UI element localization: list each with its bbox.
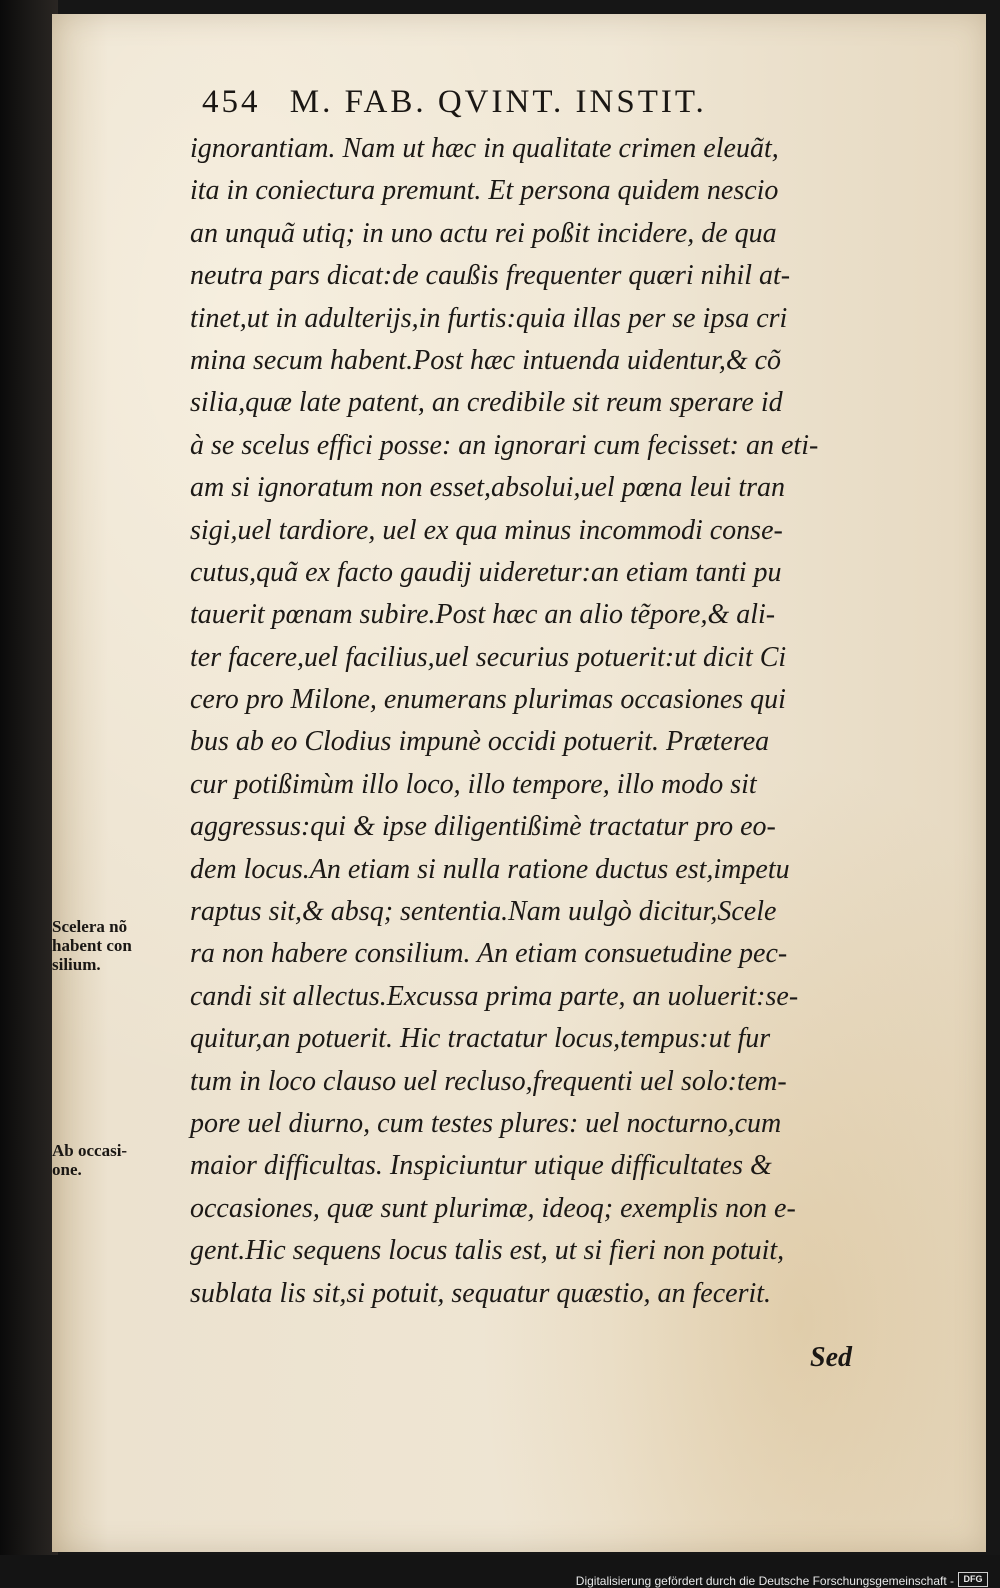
text-line: à se scelus effici posse: an ignorari cum fecisset: an eti- bbox=[190, 429, 819, 461]
text-line: tauerit pœnam subire.Post hæc an alio tẽpore,& ali- bbox=[190, 599, 776, 631]
catchword: Sed bbox=[810, 1342, 852, 1373]
text-line: maior difficultas. Inspiciuntur utique difficultates & bbox=[190, 1150, 772, 1182]
text-line: gent.Hic sequens locus talis est, ut si fieri non potuit, bbox=[190, 1235, 785, 1267]
dfg-logo-icon: DFG bbox=[958, 1572, 988, 1587]
running-head bbox=[202, 84, 802, 121]
text-line: bus ab eo Clodius impunè occidi potuerit. Præterea bbox=[190, 726, 770, 758]
text-line: mina secum habent.Post hæc intuenda uidentur,& cõ bbox=[190, 344, 782, 376]
text-line: sublata lis sit,si potuit, sequatur quæstio, an fecerit. bbox=[190, 1277, 772, 1309]
text-line: am si ignoratum non esset,absolui,uel pœna leui tran bbox=[190, 472, 785, 504]
text-line: pore uel diurno, cum testes plures: uel nocturno,cum bbox=[190, 1107, 782, 1139]
text-line: ignorantiam. Nam ut hæc in qualitate crimen eleuãt, bbox=[190, 133, 779, 164]
text-line: ter facere,uel facilius,uel securius potuerit:ut dicit Ci bbox=[190, 641, 787, 673]
text-line: ita in coniectura premunt. Et persona quidem nescio bbox=[190, 175, 779, 207]
text-line: occasiones, quæ sunt plurimæ, ideoq; exemplis non e- bbox=[190, 1192, 796, 1224]
running-title: M. FAB. QVINT. INSTIT. bbox=[289, 84, 707, 120]
scan-dark-edge bbox=[0, 0, 58, 1555]
marginal-note: Scelera nõ habent con silium. bbox=[52, 917, 132, 974]
text-line: tinet,ut in adulterijs,in furtis:quia illas per se ipsa cri bbox=[190, 302, 788, 334]
text-line: silia,quæ late patent, an credibile sit reum sperare id bbox=[190, 387, 783, 419]
text-line: neutra pars dicat:de caußis frequenter quæri nihil at- bbox=[190, 260, 791, 292]
page-number: 454 bbox=[202, 84, 261, 120]
text-line: raptus sit,& absq; sententia.Nam uulgò dicitur,Scele bbox=[190, 896, 777, 928]
text-line: aggressus:qui & ipse diligentißimè tractatur pro eo- bbox=[190, 811, 776, 843]
footer-credit: Digitalisierung gefördert durch die Deutsche Forschungsgemeinschaft - bbox=[575, 1574, 954, 1588]
text-line: sigi,uel tardiore, uel ex qua minus incommodi conse- bbox=[190, 514, 783, 546]
marginal-note: Ab occasi- one. bbox=[52, 1141, 128, 1179]
text-line: cero pro Milone, enumerans plurimas occasiones qui bbox=[190, 684, 786, 716]
text-line: an unquã utiq; in uno actu rei poßit incidere, de qua bbox=[190, 217, 777, 249]
text-line: cutus,quã ex facto gaudij uideretur:an etiam tanti pu bbox=[190, 556, 782, 588]
text-line: tum in loco clauso uel recluso,frequenti uel solo:tem- bbox=[190, 1065, 787, 1097]
text-line: ra non habere consilium. An etiam consuetudine pec- bbox=[190, 938, 788, 970]
text-line: candi sit allectus.Excussa prima parte, an uoluerit:se- bbox=[190, 980, 799, 1012]
text-line: dem locus.An etiam si nulla ratione ductus est,impetu bbox=[190, 853, 790, 885]
body-text bbox=[190, 128, 870, 1315]
text-line: cur potißimùm illo loco, illo tempore, illo modo sit bbox=[190, 768, 757, 800]
text-line: quitur,an potuerit. Hic tractatur locus,tempus:ut fur bbox=[190, 1023, 771, 1055]
